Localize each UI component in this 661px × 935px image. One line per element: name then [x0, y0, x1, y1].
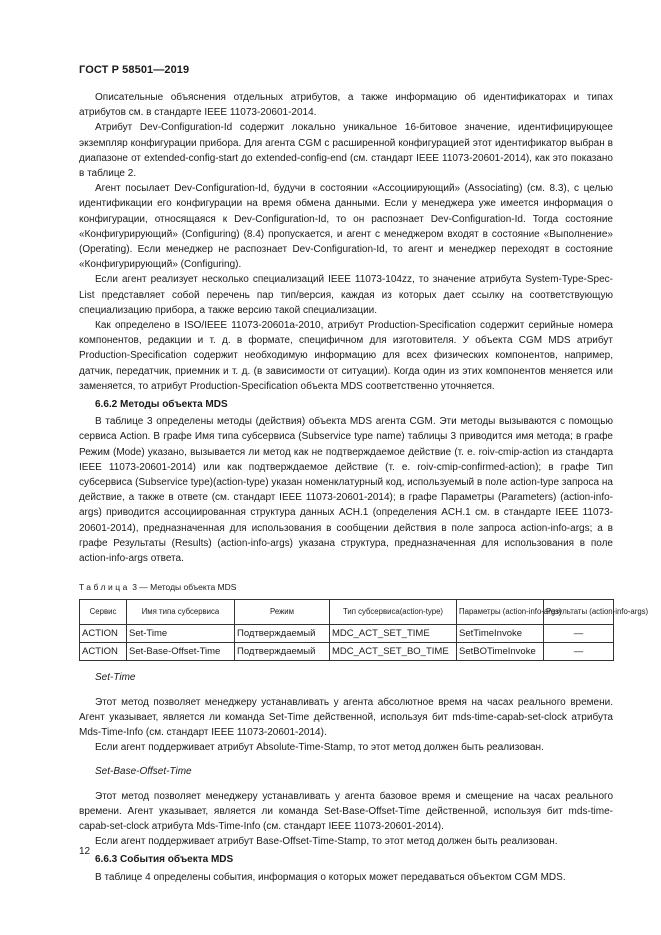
cell-service: ACTION	[80, 643, 127, 661]
paragraph-attributes-ref: Описательные объяснения отдельных атрибутов, а также информацию об идентификаторах и типах атрибутов см. в стандарте IEEE 11073-20601-2014.	[79, 92, 613, 119]
cell-mode: Подтверждаемый	[235, 643, 330, 661]
paragraph-set-bo-time-desc: Этот метод позволяет менеджеру устанавливать у агента базовое время и смещение на часах реального времени. Агент указывает, является ли команда Set-Base-Offset-Time действенной, используя бит mds-time-capab-set-clock атрибута Mds-Time-Info (см. стандарт IEEE 11073-20601-2014).	[79, 790, 613, 832]
cell-mode: Подтверждаемый	[235, 625, 330, 643]
standard-header: ГОСТ Р 58501—2019	[79, 64, 190, 76]
paragraph-associating: Агент посылает Dev-Configuration-Id, будучи в состоянии «Ассоциирующий» (Associating) (см. 8.3), с целью идентификации его конфигурации на время обмена данными. Если у менеджера уже имеется информация о конфигурации, относящаяся к Dev-Configuration-Id, то он распознает Dev-Configuration-Id. Тогда состояние «Конфигурирующий» (Configuring) (8.4) пропускается, и агент с менеджером входят в состояние «Выполнение» (Operating). Если менеджер не распознает Dev-Configuration-Id, то агент и менеджер переходят в состояние «Конфигурирующий» (Configuring).	[79, 183, 613, 271]
paragraph-events: В таблице 4 определены события, информация о которых может передаваться объектом CGM MDS.	[95, 871, 566, 883]
section-heading-methods: 6.6.2 Методы объекта MDS	[95, 399, 228, 411]
paragraph-production-spec: Как определено в ISO/IEEE 11073-20601a-2010, атрибут Production-Specification содержит серийные номера компонентов, редакции и т. д. в формате, специфичном для изготовителя. У объекта CGM MDS атрибут Production-Specification содержит необходимую информацию для всех физических компонентов, например, датчик, передатчик, приемник и т. д. (в зависимости от ситуации). Когда один из этих компонентов меняется или заменяется, то атрибут Production-Specification объекта MDS соответственно уточняется.	[79, 320, 613, 392]
cell-service: ACTION	[80, 625, 127, 643]
section-heading-events: 6.6.3 События объекта MDS	[95, 854, 234, 866]
cell-results: —	[544, 625, 614, 643]
header-service: Сервис	[80, 600, 127, 625]
cell-parameters: SetBOTimeInvoke	[457, 643, 544, 661]
header-parameters: Параметры (action-info-args)	[457, 600, 544, 625]
cell-subservice-name: Set-Base-Offset-Time	[127, 643, 235, 661]
table-caption-prefix: Таблица	[79, 582, 130, 593]
table-row	[80, 625, 614, 643]
paragraph-system-type-spec: Если агент реализует несколько специализаций IEEE 11073-104zz, то значение атрибута System-Type-Spec-List представляет собой перечень пар тип/версия, каждая из которых дает ссылку на соответствующую специализацию прибора, а также версию такой специализации.	[79, 274, 613, 316]
table-header-row	[80, 600, 614, 625]
header-mode: Режим	[235, 600, 330, 625]
method-title-set-time: Set-Time	[95, 672, 136, 684]
table-row	[80, 643, 614, 661]
table-caption-text: 3 — Методы объекта MDS	[129, 582, 237, 593]
cell-parameters: SetTimeInvoke	[457, 625, 544, 643]
paragraph-methods: В таблице 3 определены методы (действия) объекта MDS агента CGM. Эти методы вызываются с помощью сервиса Action. В графе Имя типа субсервиса (Subservice type name) таблицы 3 приводится имя метода; в графе Режим (Mode) указано, вызывается ли метод как не подтверждаемое действие (т. е. roiv-cmip-action из стандарта IEEE 11073-20601-2014) или как подтверждаемое действие (т. е. roiv-cmip-confirmed-action); в графе Тип субсервиса (Subservice type)(action-type) указан номенклатурный код, используемый в поле action-type запроса на действие, а также в ответе (см. стандарт IEEE 11073-20601-2014); в графе Параметры (Parameters) (action-info-args) приводится ассоциированная структура данных ACH.1 (определения ACH.1 см. в стандарте IEEE 11073-20601-2014), предназначенная для использования в сообщении действия в поле запроса action-info-args; а в графе Результаты (Results) (action-info-args) указана структура, предназначенная для использования в поле action-info-args ответа.	[79, 416, 613, 565]
methods-table	[79, 599, 649, 661]
header-subservice-name: Имя типа субсервиса	[127, 600, 235, 625]
paragraph-set-bo-time-req: Если агент поддерживает атрибут Base-Offset-Time-Stamp, то этот метод должен быть реализован.	[95, 836, 558, 848]
paragraph-dev-config-id: Атрибут Dev-Configuration-Id содержит локально уникальное 16-битовое значение, идентифицирующее экземпляр конфигурации прибора. Для агента CGM с расширенной конфигурацией этот идентификатор выбран в диапазоне от extended-config-start до extended-config-end (см. стандарт IEEE 11073-20601-2014), как это показано в таблице 2.	[79, 122, 613, 180]
paragraph-set-time-req: Если агент поддерживает атрибут Absolute-Time-Stamp, то этот метод должен быть реализован.	[95, 742, 544, 754]
page-number: 12	[79, 846, 91, 857]
table-caption	[79, 581, 613, 593]
header-subservice-type: Тип субсервиса(action-type)	[330, 600, 457, 625]
page-body	[79, 90, 649, 885]
cell-subservice-name: Set-Time	[127, 625, 235, 643]
paragraph-set-time-desc: Этот метод позволяет менеджеру устанавливать у агента абсолютное время на часах реального времени. Агент указывает, является ли команда Set-Time действенной, используя бит mds-time-capab-set-clock атрибута Mds-Time-Info (см. стандарт IEEE 11073-20601-2014).	[79, 696, 613, 738]
method-title-set-base-offset-time: Set-Base-Offset-Time	[95, 766, 192, 778]
header-results: Результаты (action-info-args)	[544, 600, 614, 625]
cell-subservice-type: MDC_ACT_SET_BO_TIME	[330, 643, 457, 661]
cell-subservice-type: MDC_ACT_SET_TIME	[330, 625, 457, 643]
cell-results: —	[544, 643, 614, 661]
